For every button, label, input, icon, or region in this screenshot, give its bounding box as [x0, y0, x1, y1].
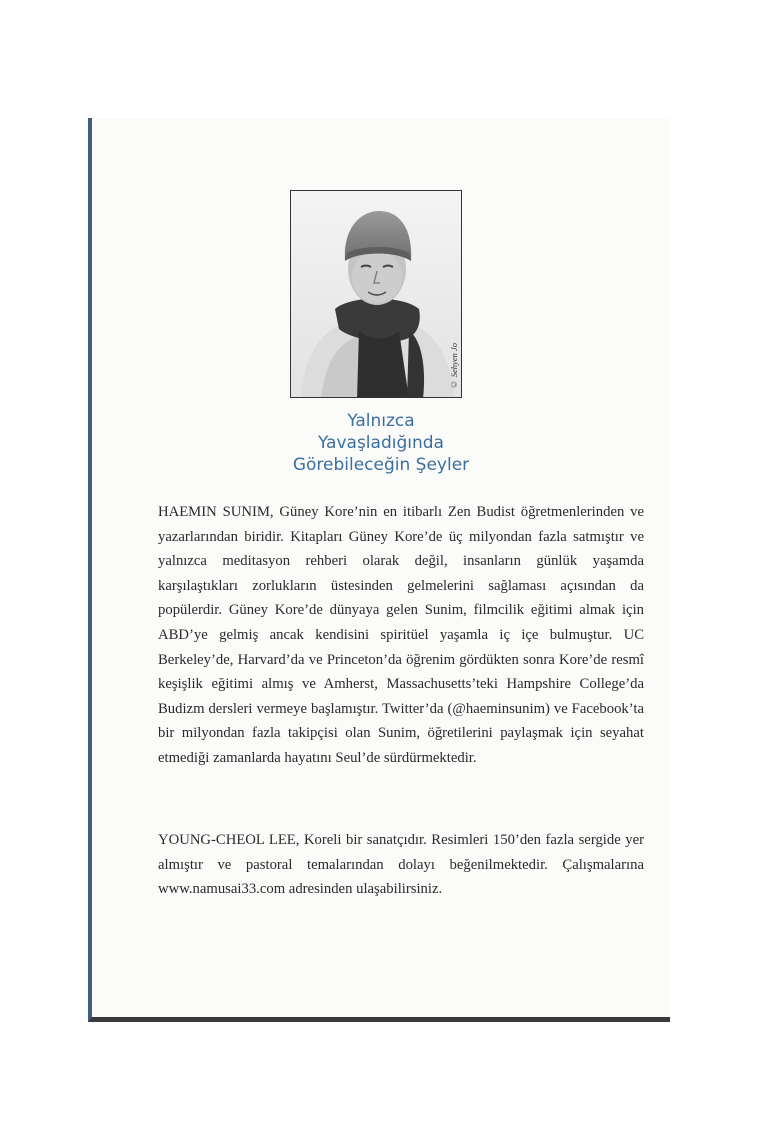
illustrator-bio-paragraph [158, 828, 644, 902]
illustrator-name: YOUNG-CHEOL LEE, [158, 832, 300, 848]
book-title [92, 410, 670, 476]
title-line-2: Yavaşladığında [318, 433, 444, 453]
title-line-1: Yalnızca [347, 411, 415, 431]
illustrator-bio-text: Koreli bir sanatçıdır. Resimleri 150’den fazla sergide yer almıştır ve pastoral temalarından dolayı beğenilmektedir. Çalışmalarına www.namusai33.com adresinden ulaşabilirsiniz. [158, 832, 644, 898]
author-bio-text: Güney Kore’nin en itibarlı Zen Budist öğretmenlerinden ve yazarlarından biridir. Kitapları Güney Kore’de üç milyondan fazla satmıştır ve yalnızca meditasyon rehberi olarak değil, insanların günlük yaşamda karşılaştıkları zorlukların üstesinden gelmelerini sağlaması açısından da popülerdir. Güney Kore’de dünyaya gelen Sunim, filmcilik eğitimi almak için ABD’ye gelmiş ancak kendisini spiritüel yaşamla iç içe bulmuştur. UC Berkeley’de, Harvard’da ve Princeton’da öğrenim gördükten sonra Kore’de resmî keşişlik eğitimi almış ve Amherst, Massachusetts’teki Hampshire College’da Budizm dersleri vermeye başlamıştır. Twitter’da (@haeminsunim) ve Facebook’ta bir milyondan fazla takipçisi olan Sunim, öğretilerini paylaşmak için seyahat etmediği zamanlarda hayatını Seul’de sürdürmektedir. [158, 504, 645, 766]
photo-credit: © Sehyen Jo [449, 342, 459, 389]
author-portrait-illustration [291, 191, 462, 398]
author-bio-paragraph [158, 500, 644, 771]
book-page [88, 118, 670, 1022]
author-photo [290, 190, 462, 398]
title-line-3: Görebileceğin Şeyler [292, 455, 470, 475]
author-name: HAEMIN SUNIM, [158, 504, 274, 520]
